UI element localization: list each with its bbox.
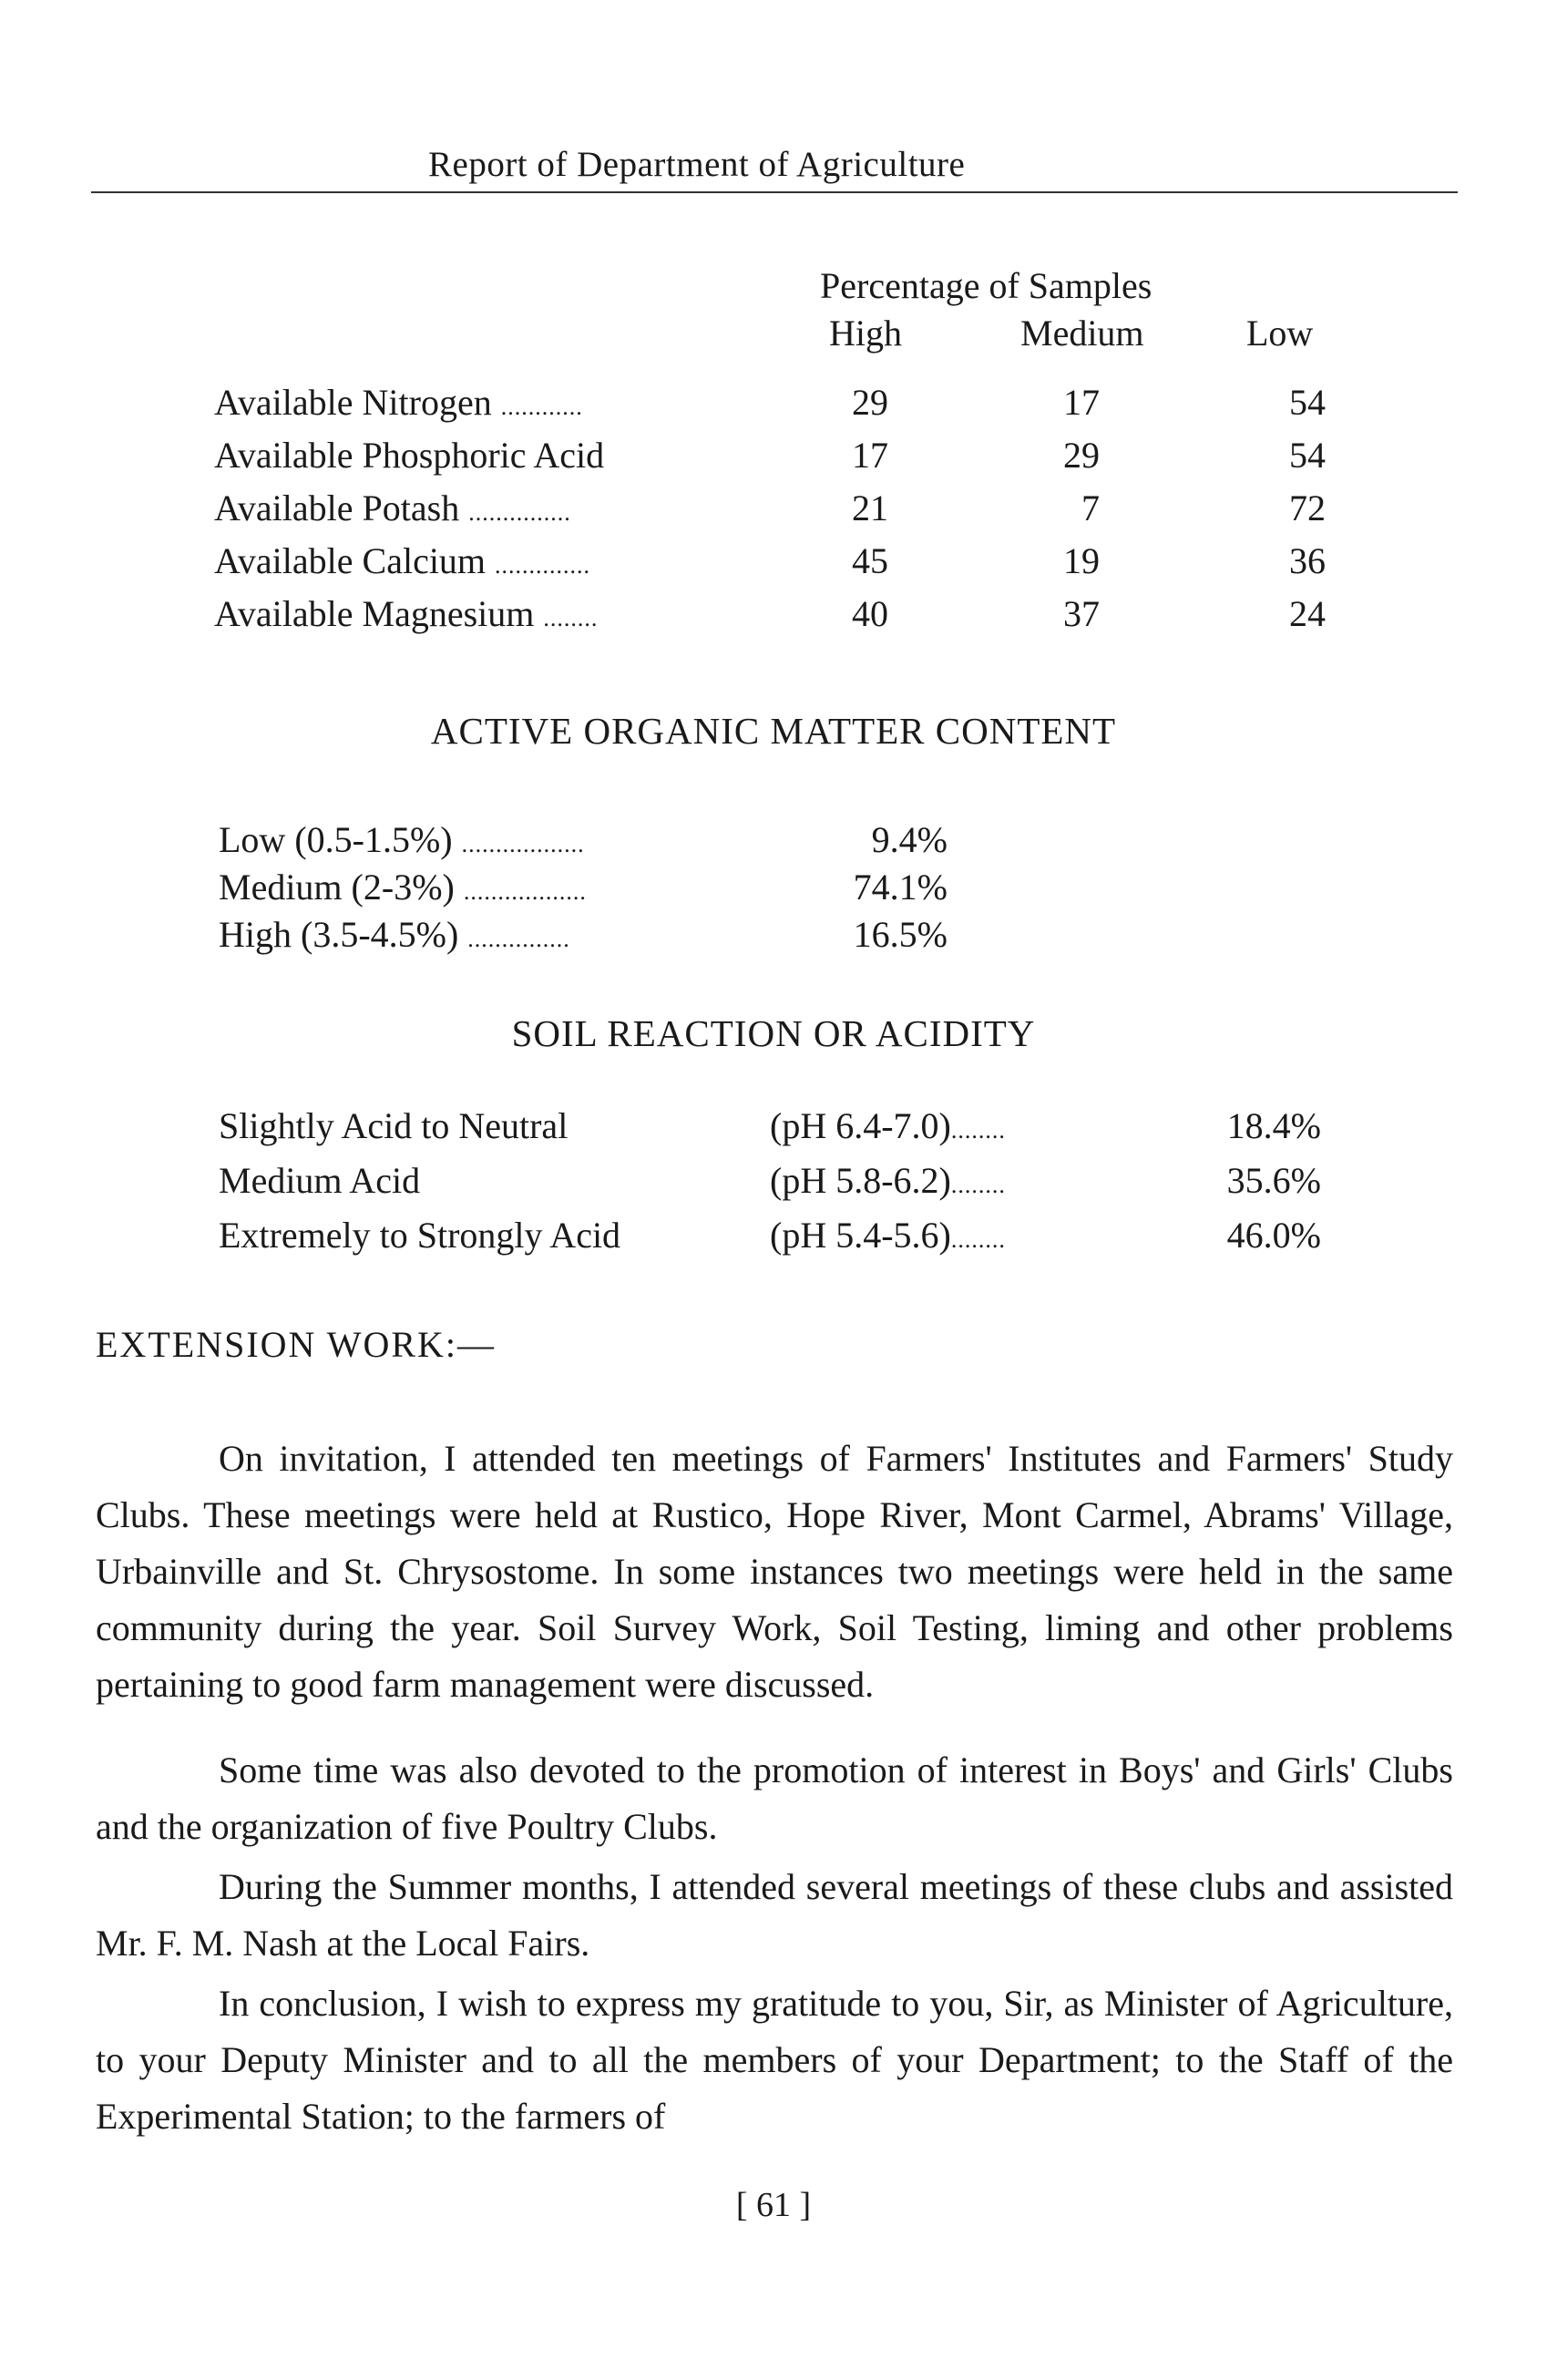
cell-medium: 7	[1081, 487, 1100, 528]
row-label: Available Calcium ..............	[214, 540, 591, 581]
table-row	[0, 539, 1547, 594]
cell-medium: 29	[1063, 435, 1100, 476]
column-header-low: Low	[1246, 313, 1314, 354]
cell-high: 40	[852, 593, 888, 634]
cell-high: 21	[852, 487, 888, 528]
running-header	[91, 144, 1458, 193]
row-label: Available Magnesium ........	[214, 593, 599, 634]
cell-low: 72	[1289, 487, 1326, 528]
item-value: 74.1%	[853, 867, 948, 908]
list-item	[0, 1159, 1547, 1216]
row-label: Available Phosphoric Acid	[214, 435, 605, 476]
cell-low: 54	[1289, 435, 1326, 476]
running-title: Report of Department of Agriculture	[428, 145, 966, 184]
column-header-high: High	[829, 313, 902, 354]
cell-medium: 37	[1063, 593, 1100, 634]
item-label: Extremely to Strongly Acid	[219, 1215, 621, 1256]
item-value: 9.4%	[871, 819, 948, 860]
cell-high: 17	[852, 435, 888, 476]
ph-range: (pH 5.4-5.6)........	[770, 1215, 1006, 1256]
ph-range: (pH 5.8-6.2)........	[770, 1160, 1006, 1201]
item-label: Low (0.5-1.5%) ..................	[219, 819, 585, 860]
cell-low: 54	[1289, 382, 1326, 423]
item-value: 16.5%	[853, 914, 948, 955]
table-group-heading: Percentage of Samples	[820, 265, 1153, 306]
table-row	[0, 434, 1547, 488]
cell-low: 36	[1289, 540, 1326, 581]
table-row	[0, 592, 1547, 647]
list-item	[0, 913, 1547, 960]
extension-work-heading: EXTENSION WORK:—	[96, 1324, 497, 1365]
paragraph-conclusion: In conclusion, I wish to express my gratitude to you, Sir, as Minister of Agriculture, to your Deputy Minister and to all the members of your Department; to the Staff of the Experimental Station; to the farmers of	[96, 1983, 1453, 2137]
page-number: [ 61 ]	[735, 2186, 812, 2224]
organic-matter-title: ACTIVE ORGANIC MATTER CONTENT	[430, 710, 1117, 752]
acidity-title: SOIL REACTION OR ACIDITY	[511, 1012, 1036, 1054]
list-item	[0, 818, 1547, 866]
table-row	[0, 487, 1547, 541]
paragraph-meetings: On invitation, I attended ten meetings of Farmers' Institutes and Farmers' Study Clubs. These meetings were held at Rustico, Hope River, Mont Carmel, Abrams' Village, Urbainville and St. Chrysostome. In some instances two meetings were held in the same community during the year. Soil Survey Work, Soil Testing, liming and other problems pertaining to good farm management were discussed.	[96, 1438, 1453, 1705]
ph-range: (pH 6.4-7.0)........	[770, 1105, 1006, 1146]
column-header-medium: Medium	[1020, 313, 1144, 354]
item-value: 35.6%	[1226, 1160, 1321, 1201]
cell-high: 29	[852, 382, 888, 423]
item-value: 18.4%	[1226, 1105, 1321, 1146]
list-item	[0, 866, 1547, 913]
cell-medium: 19	[1063, 540, 1100, 581]
item-label: Medium (2-3%) ..................	[219, 867, 587, 908]
item-label: High (3.5-4.5%) ...............	[219, 914, 570, 955]
table-row	[0, 381, 1547, 436]
paragraph-clubs: Some time was also devoted to the promotion of interest in Boys' and Girls' Clubs and the organization of five Poultry Clubs.	[96, 1749, 1453, 1847]
item-value: 46.0%	[1226, 1215, 1321, 1256]
item-label: Medium Acid	[219, 1160, 421, 1201]
cell-medium: 17	[1063, 382, 1100, 423]
item-label: Slightly Acid to Neutral	[219, 1105, 569, 1146]
cell-high: 45	[852, 540, 888, 581]
cell-low: 24	[1289, 593, 1326, 634]
paragraph-summer: During the Summer months, I attended several meetings of these clubs and assisted Mr. F. M. Nash at the Local Fairs.	[96, 1866, 1453, 1964]
row-label: Available Potash ...............	[214, 487, 571, 528]
list-item	[0, 1214, 1547, 1270]
row-label: Available Nitrogen ............	[214, 382, 583, 423]
list-item	[0, 1104, 1547, 1161]
